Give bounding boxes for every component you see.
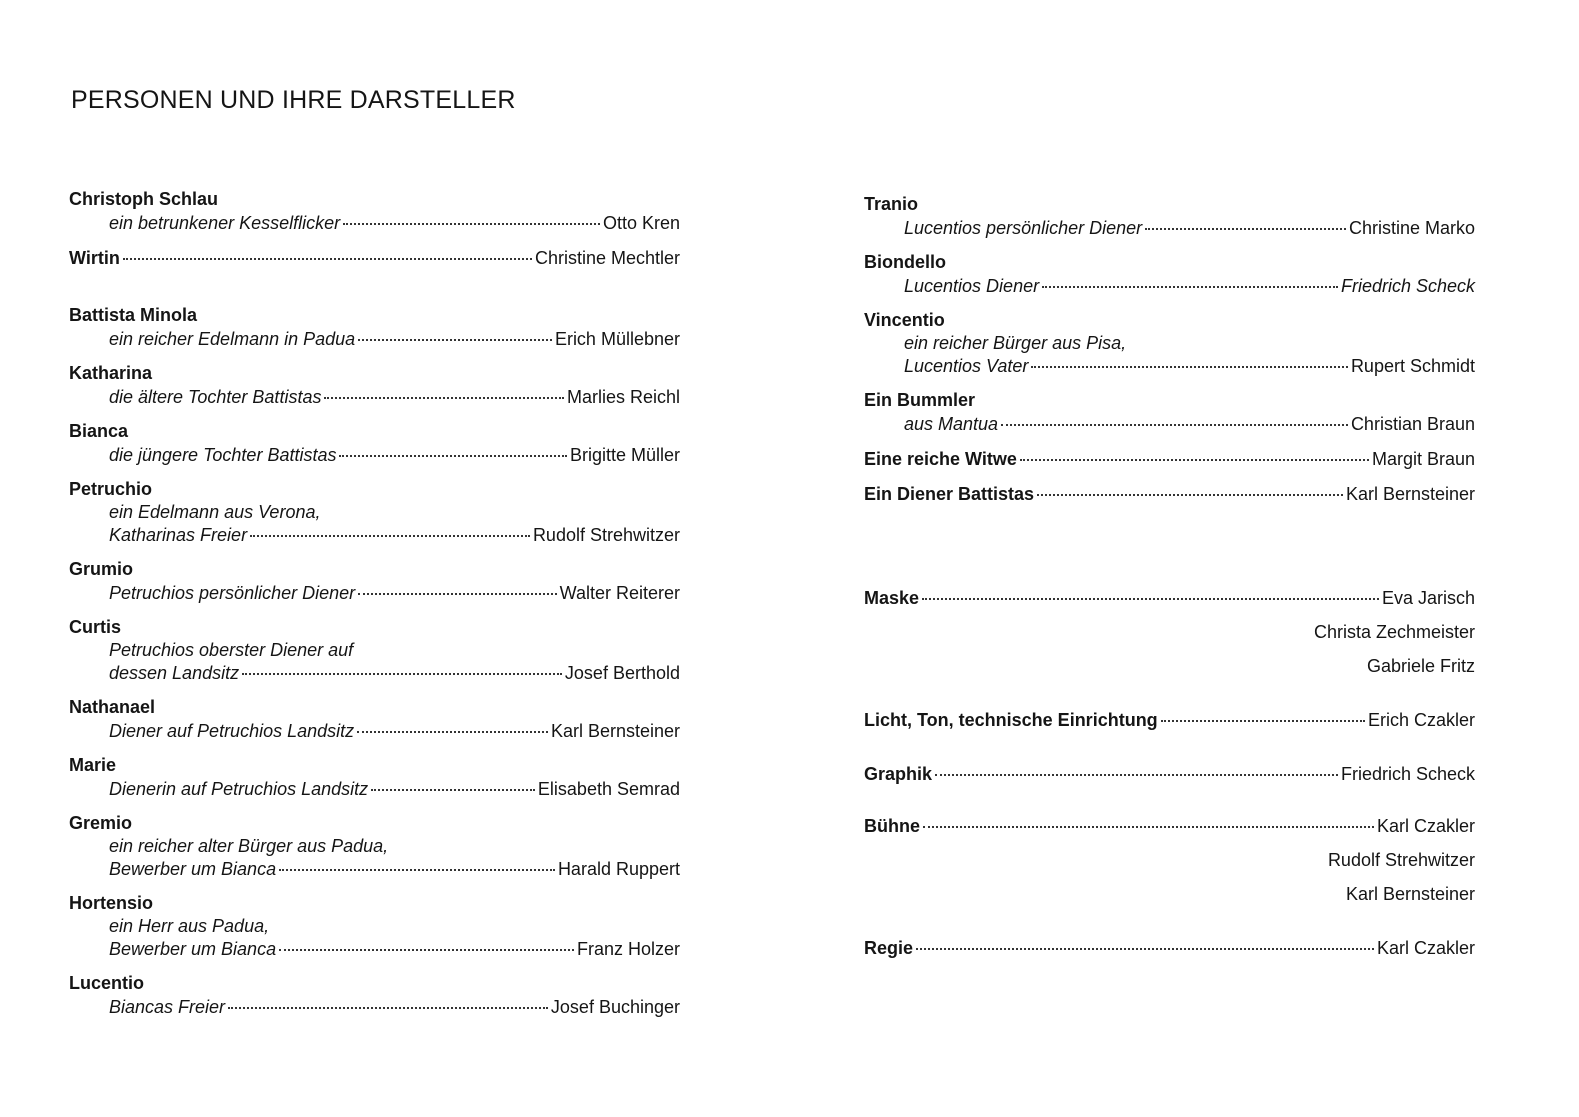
actor-name: Margit Braun: [1371, 449, 1475, 469]
actor-name: Brigitte Müller: [569, 445, 680, 465]
dot-leader: [242, 673, 562, 675]
crew-entry: [864, 586, 1475, 678]
dot-leader: [922, 598, 1379, 600]
actor-name: Karl Bernsteiner: [550, 721, 680, 741]
additional-member: Gabriele Fritz: [1366, 656, 1475, 676]
crew-entry: [864, 814, 1475, 906]
dot-leader: [250, 535, 530, 537]
role-label: Bewerber um Bianca: [109, 859, 277, 879]
dotted-line: [69, 777, 680, 801]
dot-leader: [1037, 494, 1343, 496]
cast-entry: [69, 246, 680, 270]
dot-leader: [1161, 720, 1365, 722]
cast-entry: [864, 251, 1475, 298]
dot-leader: [358, 339, 552, 341]
dotted-line: [864, 482, 1475, 506]
role-name: Curtis: [69, 617, 122, 637]
crew-entry: [864, 708, 1475, 732]
actor-name: Erich Müllebner: [554, 329, 680, 349]
role-label: Bühne: [864, 816, 920, 836]
additional-member: Rudolf Strehwitzer: [1327, 850, 1475, 870]
role-name: Nathanael: [69, 697, 156, 717]
role-label: Regie: [864, 938, 914, 958]
actor-name: Franz Holzer: [576, 939, 680, 959]
role-label: Graphik: [864, 764, 933, 784]
actor-name: Elisabeth Semrad: [537, 779, 680, 799]
dotted-line: [69, 523, 680, 547]
dot-leader: [1145, 228, 1346, 230]
additional-member: Christa Zechmeister: [1313, 622, 1475, 642]
role-label: Diener auf Petruchios Landsitz: [109, 721, 355, 741]
cast-entry: [69, 892, 680, 961]
cast-entry: [69, 188, 680, 235]
dotted-line: [864, 447, 1475, 471]
role-name: Tranio: [864, 194, 919, 214]
cast-entry: [69, 972, 680, 1019]
dotted-line: [864, 216, 1475, 240]
dot-leader: [923, 826, 1374, 828]
role-name: Biondello: [864, 252, 946, 272]
role-label: Lucentios persönlicher Diener: [904, 218, 1143, 238]
dotted-line: [69, 327, 680, 351]
cast-entry: [69, 420, 680, 467]
role-name: Marie: [69, 755, 117, 775]
actor-name: Karl Czakler: [1376, 938, 1475, 958]
actor-name: Karl Bernsteiner: [1345, 484, 1475, 504]
cast-entry: [69, 616, 680, 685]
role-label: Lucentios Diener: [904, 276, 1040, 296]
role-label: Dienerin auf Petruchios Landsitz: [109, 779, 369, 799]
role-description: ein reicher alter Bürger aus Padua,: [109, 836, 389, 856]
crew-entry: [864, 936, 1475, 960]
dotted-line: [69, 661, 680, 685]
actor-name: Eva Jarisch: [1381, 588, 1475, 608]
dotted-line: [69, 581, 680, 605]
actor-name: Friedrich Scheck: [1340, 276, 1475, 296]
dotted-line: [69, 719, 680, 743]
role-name: Lucentio: [69, 973, 144, 993]
actor-name: Rupert Schmidt: [1350, 356, 1475, 376]
role-label: ein betrunkener Kesselflicker: [109, 213, 341, 233]
role-name: Vincentio: [864, 310, 945, 330]
dotted-line: [864, 354, 1475, 378]
dotted-line: [69, 246, 680, 270]
role-label: Lucentios Vater: [904, 356, 1029, 376]
cast-entry: [864, 389, 1475, 436]
dot-leader: [228, 1007, 548, 1009]
role-label: Maske: [864, 588, 920, 608]
role-name: Hortensio: [69, 893, 154, 913]
role-name: Battista Minola: [69, 305, 198, 325]
role-label: Biancas Freier: [109, 997, 226, 1017]
role-name: Grumio: [69, 559, 134, 579]
actor-name: Harald Ruppert: [557, 859, 680, 879]
actor-name: Karl Czakler: [1376, 816, 1475, 836]
dot-leader: [371, 789, 535, 791]
page-title: PERSONEN UND IHRE DARSTELLER: [71, 86, 516, 114]
dot-leader: [1020, 459, 1369, 461]
role-name: Bianca: [69, 421, 129, 441]
cast-entry: [69, 754, 680, 801]
dotted-line: [69, 857, 680, 881]
role-label: ein reicher Edelmann in Padua: [109, 329, 356, 349]
dot-leader: [279, 869, 555, 871]
actor-name: Josef Buchinger: [550, 997, 680, 1017]
role-label: Eine reiche Witwe: [864, 449, 1017, 469]
role-label: aus Mantua: [904, 414, 999, 434]
actor-name: Josef Berthold: [564, 663, 680, 683]
dot-leader: [343, 223, 600, 225]
cast-entry: [69, 362, 680, 409]
dot-leader: [935, 774, 1338, 776]
role-description: ein Herr aus Padua,: [109, 916, 270, 936]
dotted-line: [69, 937, 680, 961]
dot-leader: [324, 397, 564, 399]
crew-entry: [864, 762, 1475, 786]
dotted-line: [69, 995, 680, 1019]
role-label: dessen Landsitz: [109, 663, 240, 683]
role-label: Ein Diener Battistas: [864, 484, 1035, 504]
cast-entry: [69, 696, 680, 743]
dot-leader: [916, 948, 1374, 950]
role-label: Wirtin: [69, 248, 120, 268]
dotted-line: [864, 936, 1475, 960]
actor-name: Christine Mechtler: [534, 248, 680, 268]
role-name: Katharina: [69, 363, 153, 383]
cast-entry: [69, 478, 680, 547]
role-name: Gremio: [69, 813, 133, 833]
dotted-line: [864, 586, 1475, 610]
cast-list-right: [864, 193, 1475, 971]
dot-leader: [123, 258, 532, 260]
actor-name: Friedrich Scheck: [1340, 764, 1475, 784]
role-label: die jüngere Tochter Battistas: [109, 445, 337, 465]
actor-name: Christine Marko: [1348, 218, 1475, 238]
dotted-line: [864, 814, 1475, 838]
dot-leader: [1001, 424, 1348, 426]
dotted-line: [864, 708, 1475, 732]
dotted-line: [864, 762, 1475, 786]
dot-leader: [1031, 366, 1348, 368]
dot-leader: [1042, 286, 1338, 288]
role-label: Bewerber um Bianca: [109, 939, 277, 959]
role-name: Christoph Schlau: [69, 189, 219, 209]
role-description: Petruchios oberster Diener auf: [109, 640, 354, 660]
cast-entry: [864, 309, 1475, 378]
role-description: ein reicher Bürger aus Pisa,: [904, 333, 1127, 353]
dotted-line: [69, 385, 680, 409]
role-label: Licht, Ton, technische Einrichtung: [864, 710, 1158, 730]
role-name: Ein Bummler: [864, 390, 976, 410]
actor-name: Otto Kren: [602, 213, 680, 233]
role-label: die ältere Tochter Battistas: [109, 387, 322, 407]
actor-name: Christian Braun: [1350, 414, 1475, 434]
role-label: Petruchios persönlicher Diener: [109, 583, 356, 603]
cast-entry: [69, 304, 680, 351]
cast-list-left: [69, 188, 680, 1030]
dotted-line: [69, 211, 680, 235]
dot-leader: [357, 731, 548, 733]
cast-entry: [864, 193, 1475, 240]
actor-name: Erich Czakler: [1367, 710, 1475, 730]
cast-entry: [69, 558, 680, 605]
dot-leader: [279, 949, 574, 951]
cast-entry: [864, 482, 1475, 506]
actor-name: Marlies Reichl: [566, 387, 680, 407]
role-name: Petruchio: [69, 479, 153, 499]
additional-member: Karl Bernsteiner: [1345, 884, 1475, 904]
dotted-line: [69, 443, 680, 467]
dot-leader: [339, 455, 566, 457]
dotted-line: [864, 412, 1475, 436]
role-description: ein Edelmann aus Verona,: [109, 502, 321, 522]
dot-leader: [358, 593, 557, 595]
dotted-line: [864, 274, 1475, 298]
cast-entry: [69, 812, 680, 881]
actor-name: Rudolf Strehwitzer: [532, 525, 680, 545]
role-label: Katharinas Freier: [109, 525, 248, 545]
cast-entry: [864, 447, 1475, 471]
actor-name: Walter Reiterer: [559, 583, 680, 603]
